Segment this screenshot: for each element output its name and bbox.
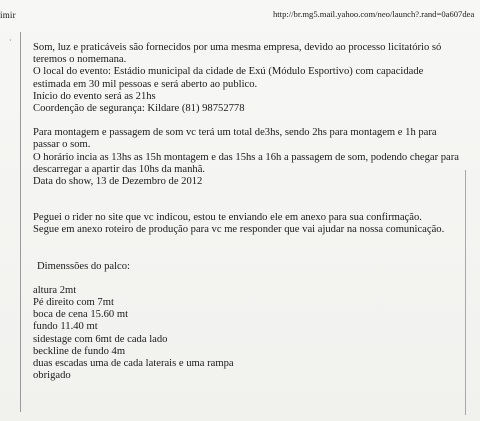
list-item: sidestage com 6mt de cada lado [33,333,168,345]
print-header-left: imir [0,10,16,20]
right-margin-rule [465,170,466,415]
paragraph-event-info [33,42,465,115]
list-item: fundo 11.40 mt [33,321,98,333]
text-line: teremos o nomemana. [33,54,127,66]
text-line: Som, luz e praticáveis são fornecidos por uma mesma empresa, devido ao processo licitatório só [33,42,442,53]
list-item: altura 2mt [33,284,77,296]
text-line: Início do evento será as 21hs [33,90,156,102]
stage-dimensions-title: Dimenssões do palco: [37,260,130,272]
text-line: O horário incia as 13hs as 15h montagem e das 15hs a 16h a passagem de som, podendo chegar para [33,151,459,163]
list-item: obrigado [33,370,71,382]
text-line: Data do show, 13 de Dezembro de 2012 [33,176,203,188]
paragraph-schedule [33,127,465,188]
list-item: boca de cena 15.60 mt [33,309,129,321]
left-margin-rule [20,32,21,412]
stage-dimensions-list [33,285,465,383]
text-line: Peguei o rider no site que vc indicou, estou te enviando ele em anexo para sua confirmação. [33,212,422,224]
list-item: Pé direito com 7mt [33,297,114,309]
list-item: beckline de fundo 4m [33,345,126,357]
text-line: passar o som. [33,139,91,151]
text-line: Coordenção de segurança: Kildare (81) 98752778 [33,103,245,115]
list-item: duas escadas uma de cada laterais e uma rampa [33,358,234,370]
text-line: Para montagem e passagem de som vc terá um total de3hs, sendo 2hs para montagem e 1h para [33,127,437,139]
text-line: estimada em 30 mil pessoas e será aberto ao publico. [33,78,258,90]
margin-mark: · [9,36,12,45]
print-header-url: http://br.mg5.mail.yahoo.com/neo/launch?.rand=0a607dea [273,9,475,19]
paragraph-rider [33,212,465,236]
text-line: descarregar a apartir das 10hs da manhã. [33,163,206,175]
text-line: Segue em anexo roteiro de produção para vc me responder que vai ajudar na nossa comunicação. [33,224,445,236]
text-line: O local do evento: Estádio municipal da cidade de Exú (Módulo Esportivo) com capacidade [33,66,424,78]
email-body [33,42,465,382]
